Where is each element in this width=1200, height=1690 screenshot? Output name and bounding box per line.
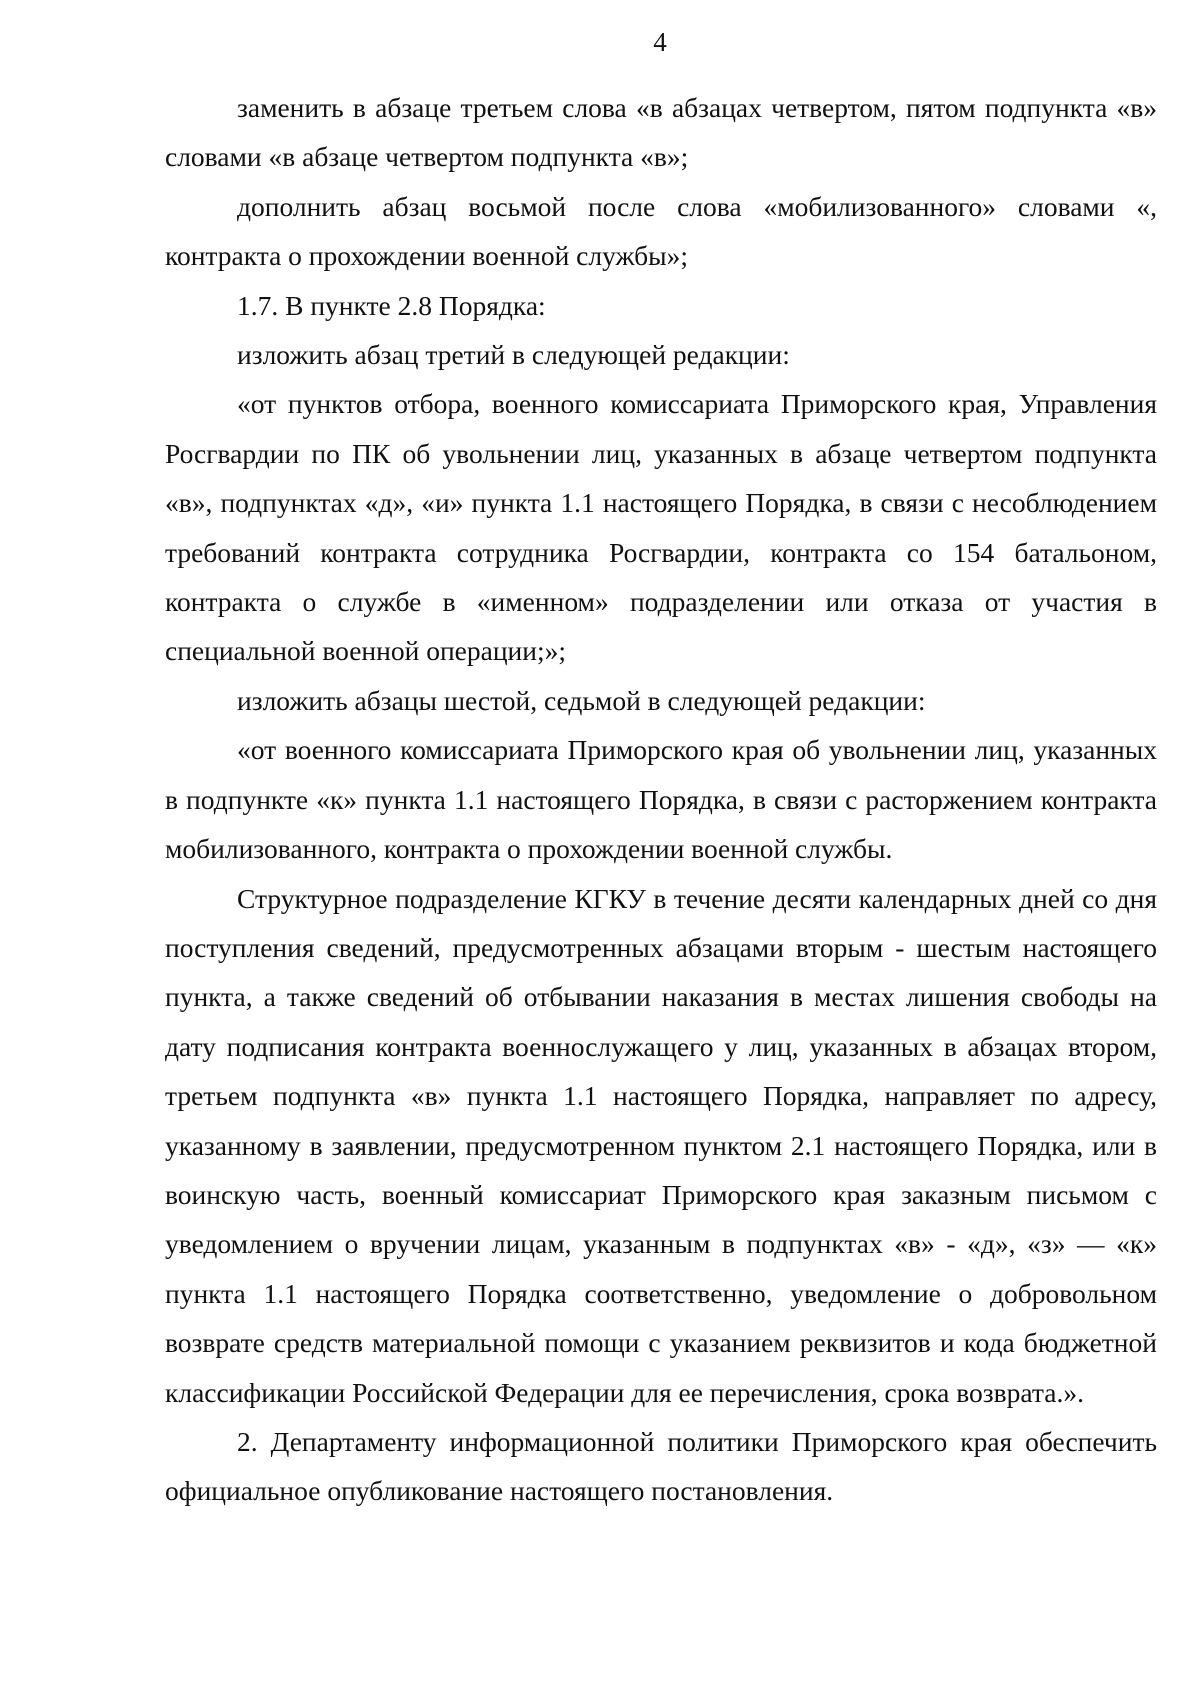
paragraph-replace-words: заменить в абзаце третьем слова «в абзацах четвертом, пятом подпункта «в» словами «в абзаце четвертом подпункта «в»; bbox=[165, 92, 1157, 173]
paragraph-structural-division: Структурное подразделение КГКУ в течение десяти календарных дней со дня поступления сведений, предусмотренных абзацами вторым - шестым настоящего пункта, а также сведений об отбывании наказания в местах лишения свободы на дату подписания контракта военнослужащего у лиц, указанных в абзацах втором, третьем подпункта «в» пункта 1.1 настоящего Порядка, направляет по адресу, указанному в заявлении, предусмотренном пунктом 2.1 настоящего Порядка, или в воинскую часть, военный комиссариат Приморского края заказным письмом с уведомлением о вручении лицам, указанным в подпунктах «в» - «д», «з» — «к» пункта 1.1 настоящего Порядка соответственно, уведомление о добровольном возврате средств материальной помощи с указанием реквизитов и кода бюджетной классификации Российской Федерации для ее перечисления, срока возврата.». bbox=[165, 882, 1157, 1408]
paragraph-item-2-publication: 2. Департаменту информационной политики Приморского края обеспечить официальное опубликование настоящего постановления. bbox=[165, 1425, 1157, 1507]
paragraph-supplement-abzac: дополнить абзац восьмой после слова «мобилизованного» словами «, контракта о прохождении военной службы»; bbox=[165, 190, 1157, 272]
paragraph-quote-military-commissariat: «от военного комиссариата Приморского края об увольнении лиц, указанных в подпункте «к» пункта 1.1 настоящего Порядка, в связи с расторжением контракта мобилизованного, контракта о прохождении военной службы. bbox=[165, 734, 1157, 865]
paragraph-state-abzacs-six-seven: изложить абзацы шестой, седьмой в следующей редакции: bbox=[237, 684, 926, 716]
document-body bbox=[165, 83, 1157, 1516]
paragraph-state-abzac-third: изложить абзац третий в следующей редакции: bbox=[237, 339, 790, 371]
page-number: 4 bbox=[653, 27, 667, 57]
paragraph-item-1-7: 1.7. В пункте 2.8 Порядка: bbox=[237, 289, 546, 321]
paragraph-quote-selection-points: «от пунктов отбора, военного комиссариата Приморского края, Управления Росгвардии по ПК об увольнении лиц, указанных в абзаце четвертом подпункта «в», подпунктах «д», «и» пункта 1.1 настоящего Порядка, в связи с несоблюдением требований контракта сотрудника Росгвардии, контракта со 154 батальоном, контракта о службе в «именном» подразделении или отказа от участия в специальной военной операции;»; bbox=[165, 388, 1157, 667]
